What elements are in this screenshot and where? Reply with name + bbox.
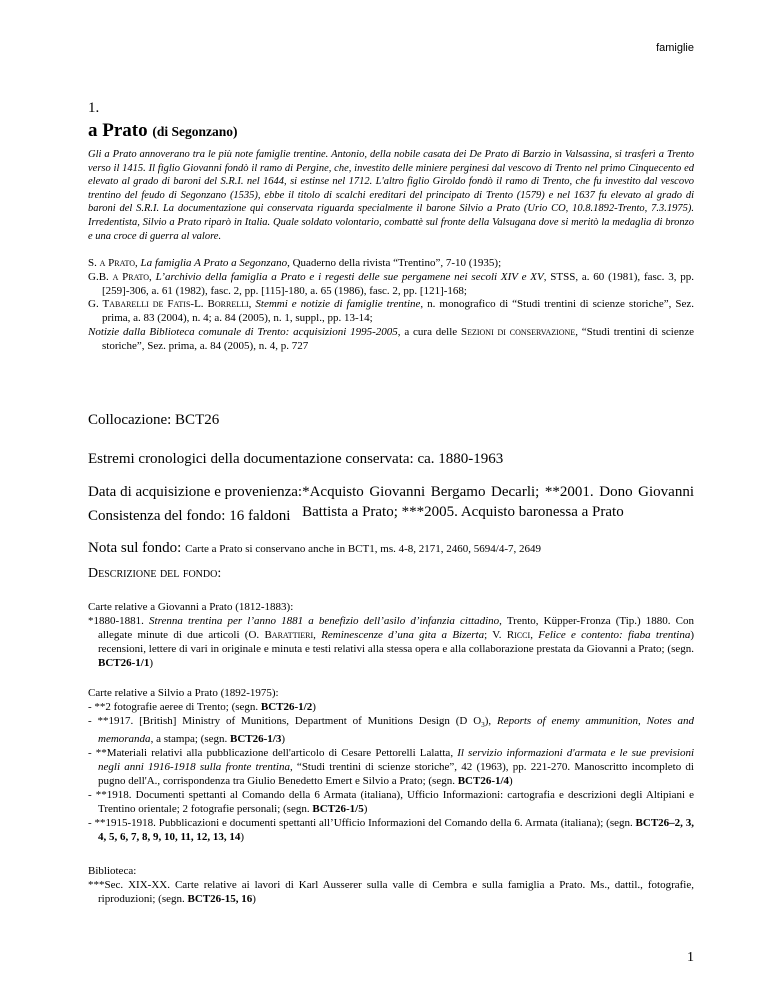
bibliography-entry: G. Tabarelli de Fatis-L. Borrelli, Stemmi e notizie di famiglie trentine, n. monografico di “Studi trentini di scienze storiche”, Sez. prima, a. 83 (2004), n. 4; a. 84 (2005), n. 1, suppl., pp. 13-14;: [88, 298, 695, 325]
section-head: Carte relative a Giovanni a Prato (1812-1883):: [88, 601, 294, 613]
bibliography-entry: G.B. a Prato, L’archivio della famiglia a Prato e i regesti delle sue pergamene nei secoli XIV e XV, STSS, a. 60 (1981), fasc. 3, pp. [259]-306, a. 61 (1982), fasc. 2, pp. [115]-180, a. 65 (1986), fasc. 2, pp. [121]-168;: [88, 270, 695, 297]
section-head: Biblioteca:: [88, 865, 137, 877]
page-title: [88, 120, 238, 142]
giovanni-section: [88, 600, 694, 670]
page-number: 1: [687, 950, 694, 965]
biblioteca-section: [88, 864, 694, 906]
nota-sul-fondo: Nota sul fondo: Carte a Prato si conservano anche in BCT1, ms. 4-8, 2171, 2460, 5694/4-7, 2649: [88, 540, 541, 556]
bibliography-entry: Notizie dalla Biblioteca comunale di Trento: acquisizioni 1995-2005, a cura delle Sezioni di conservazione, “Studi trentini di scienze storiche”, Sez. prima, a. 84 (2005), n. 4, p. 727: [88, 325, 694, 352]
family-name: a Prato: [88, 120, 148, 141]
provenienza-text: *Acquisto Giovanni Bergamo Decarli; **2001. Dono Giovanni Battista a Prato; ***2005. Acquisto baronessa a Prato: [302, 484, 694, 520]
list-item: - **1915-1918. Pubblicazioni e documenti spettanti all’Ufficio Informazioni del Comando della 6. Armata (italiana); (segn. BCT26–2, 3, 4, 5, 6, 7, 8, 9, 10, 11, 12, 13, 14): [88, 817, 694, 844]
list-item: - **Materiali relativi alla pubblicazione dell'articolo di Cesare Pettorelli Lalatta, Il servizio informazioni d'armata e le sue previsioni negli anni 1916-1918 sulla fronte trentina, “Studi trentini di scienze storiche”, 42 (1963), pp. 221-270. Manoscritto incompleto di pugno dell'A., corrispondenza tra Giulio Benedetto Emert e Silvio a Prato; (segn. BCT26-1/4): [88, 747, 695, 788]
family-subtitle: (di Segonzano): [152, 124, 238, 139]
list-item: *1880-1881. Strenna trentina per l’anno 1881 a benefizio dell’asilo d’infanzia cittadino, Trento, Küpper-Fronza (Tip.) 1880. Con allegate minute di due articoli (O. Barattieri, Reminescenze d’una gita a Bizerta; V. Ricci, Felice e contento: fiaba trentina) recensioni, lettere di vari in originale e minuta e testi relativi alla stessa opera e alla collaborazione prestata da Giovanni a Prato; (segn. BCT26-1/1): [88, 615, 695, 669]
list-item: - **1918. Documenti spettanti al Comando della 6 Armata (italiana), Ufficio Informazioni: cartografia e descrizioni degli Altipiani e Trentino orientale; 2 fotografie personali; (segn. BCT26-1/5): [88, 789, 694, 816]
list-item: ***Sec. XIX-XX. Carte relative ai lavori di Karl Ausserer sulla valle di Cembra e sulla famiglia a Prato. Ms., dattil., fotografie, riproduzioni; (segn. BCT26-15, 16): [88, 879, 694, 905]
abstract: Gli a Prato annoverano tra le più note famiglie trentine. Antonio, della nobile casata dei De Prato di Barzio in Valsassina, si trasferì a Trento verso il 1415. Il figlio Giovanni fondò il ramo di Pergine, che, investito delle miniere perginesi dal vescovo di Trento nel primo Cinquecento ed elevato al grado di baroni del S.R.I. nel 1644, si estinse nel 1712. L'altro figlio Giroldo fondò il ramo di Trento, che fu investito dal vescovo trentino del feudo di Segonzano (1535), ebbe il titolo di scalchi ereditari del principato di Trento (1579) e nel 1637 fu elevato al grado di baroni del S.R.I. La documentazione qui conservata riguarda specialmente il barone Silvio a Prato (Urio CO, 10.8.1892-Trento, 7.3.1975). Irredentista, Silvio a Prato riparò in Italia. Quale soldato volontario, combattè sul fronte della Valsugana dove si meritò la medaglia di bronzo e una croce di guerra al valore.: [88, 149, 694, 242]
bibliography: [88, 257, 694, 354]
list-item: - **1917. [British] Ministry of Munitions, Department of Munitions Design (D $O_3$), Reports of enemy ammunition, Notes and memoranda, a stampa; (segn. BCT26-1/3): [88, 715, 694, 746]
entry-number: 1.: [88, 100, 100, 116]
list-item: - **2 fotografie aeree di Trento; (segn. BCT26-1/2): [88, 701, 316, 713]
estremi-cronologici: Estremi cronologici della documentazione conservata: ca. 1880-1963: [88, 451, 504, 467]
running-head: famiglie: [656, 42, 694, 54]
silvio-section: [88, 686, 694, 844]
bibliography-entry: S. a Prato, La famiglia A Prato a Segonzano, Quaderno della rivista “Trentino”, 7-10 (1935);: [88, 257, 502, 269]
provenienza-label: Data di acquisizione e provenienza:: [88, 484, 303, 500]
section-head: Carte relative a Silvio a Prato (1892-1975):: [88, 687, 279, 699]
collocazione: Collocazione: BCT26: [88, 412, 220, 428]
section-title: Descrizione del fondo:: [88, 566, 222, 581]
consistenza: Consistenza del fondo: 16 faldoni: [88, 508, 291, 524]
